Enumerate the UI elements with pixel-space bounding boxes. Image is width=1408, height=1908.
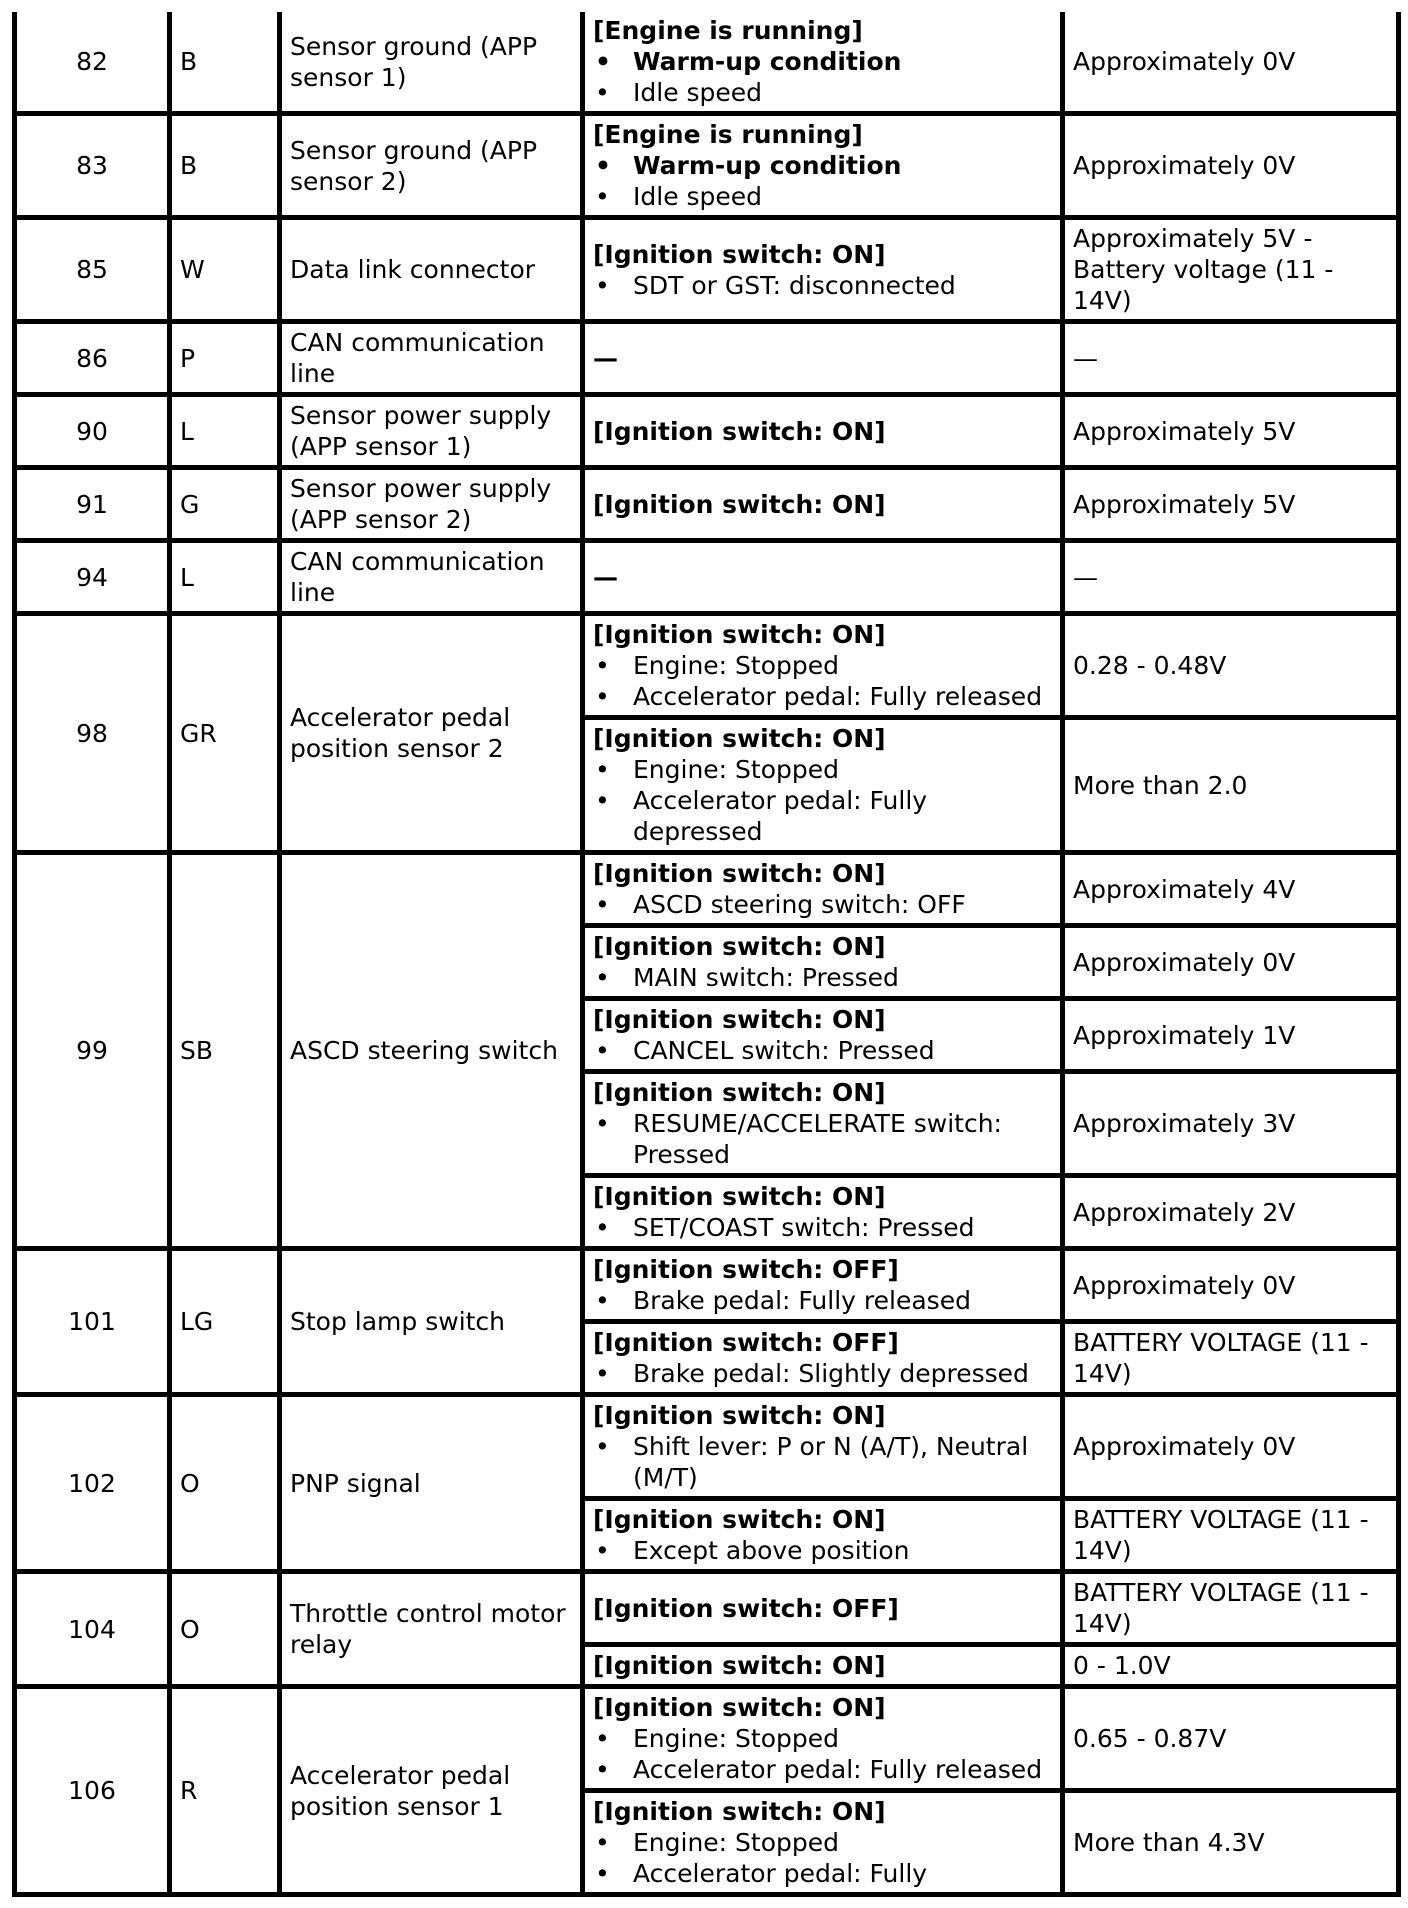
terminal-number-cell: 102 — [15, 1395, 170, 1572]
table-row — [15, 853, 1399, 926]
condition-bullet-list — [593, 1212, 1052, 1243]
specified-value-cell: 0.65 - 0.87V — [1063, 1687, 1399, 1791]
wire-color-cell: W — [170, 218, 280, 322]
condition-cell — [583, 999, 1063, 1072]
item-description-cell: Throttle control motor relay — [280, 1572, 583, 1687]
specified-value-cell: Approximately 5V — [1063, 395, 1399, 468]
specified-value-cell: BATTERY VOLTAGE (11 - 14V) — [1063, 1322, 1399, 1395]
condition-cell — [583, 1791, 1063, 1895]
item-description-cell: Sensor power supply (APP sensor 1) — [280, 395, 583, 468]
condition-cell — [583, 322, 1063, 395]
table-row — [15, 322, 1399, 395]
condition-bullet: • ASCD steering switch: OFF — [593, 889, 1052, 920]
condition-bullet: • Except above position — [593, 1535, 1052, 1566]
condition-heading: [Ignition switch: ON] — [593, 859, 886, 888]
condition-bullet: • Brake pedal: Slightly depressed — [593, 1358, 1052, 1389]
table-row — [15, 1395, 1399, 1499]
condition-cell — [583, 1322, 1063, 1395]
condition-heading: [Ignition switch: ON] — [593, 1182, 886, 1211]
condition-cell — [583, 1572, 1063, 1645]
condition-bullet: • Engine: Stopped — [593, 650, 1052, 681]
specified-value-cell: Approximately 3V — [1063, 1072, 1399, 1176]
condition-heading: [Ignition switch: OFF] — [593, 1593, 899, 1623]
item-description-cell: Sensor ground (APP sensor 2) — [280, 114, 583, 218]
condition-heading: [Ignition switch: OFF] — [593, 1328, 899, 1357]
condition-bullet-list — [593, 1035, 1052, 1066]
terminal-number-cell: 101 — [15, 1249, 170, 1395]
table-row — [15, 395, 1399, 468]
condition-heading: [Ignition switch: ON] — [593, 1797, 886, 1826]
wire-color-cell: O — [170, 1572, 280, 1687]
specified-value-cell: Approximately 0V — [1063, 114, 1399, 218]
condition-cell — [583, 1499, 1063, 1572]
table-row — [15, 12, 1399, 114]
condition-bullet: • Engine: Stopped — [593, 1723, 1052, 1754]
condition-heading: [Ignition switch: ON] — [593, 1693, 886, 1722]
condition-cell — [583, 1395, 1063, 1499]
condition-bullet: • Warm-up condition — [593, 150, 1052, 181]
condition-heading: [Ignition switch: ON] — [593, 489, 886, 519]
specified-value-cell: 0.28 - 0.48V — [1063, 614, 1399, 718]
condition-bullet: • Warm-up condition — [593, 46, 1052, 77]
terminal-number-cell: 85 — [15, 218, 170, 322]
condition-bullet-list — [593, 46, 1052, 108]
condition-heading: — — [593, 562, 618, 592]
specified-value-cell: More than 4.3V — [1063, 1791, 1399, 1895]
wire-color-cell: R — [170, 1687, 280, 1895]
condition-cell — [583, 1645, 1063, 1687]
condition-cell — [583, 718, 1063, 853]
item-description-cell: PNP signal — [280, 1395, 583, 1572]
terminal-number-cell: 82 — [15, 12, 170, 114]
condition-bullet: • Accelerator pedal: Fully released — [593, 1754, 1052, 1785]
specified-value-cell: Approximately 5V - Battery voltage (11 - 14V) — [1063, 218, 1399, 322]
condition-cell — [583, 926, 1063, 999]
condition-cell — [583, 1687, 1063, 1791]
table-row — [15, 1687, 1399, 1791]
condition-heading: [Ignition switch: ON] — [593, 620, 886, 649]
condition-cell — [583, 468, 1063, 541]
condition-cell — [583, 614, 1063, 718]
condition-bullet: • SET/COAST switch: Pressed — [593, 1212, 1052, 1243]
item-description-cell: CAN communication line — [280, 541, 583, 614]
condition-bullet: • Engine: Stopped — [593, 754, 1052, 785]
terminal-number-cell: 98 — [15, 614, 170, 853]
specified-value-cell: BATTERY VOLTAGE (11 - 14V) — [1063, 1572, 1399, 1645]
specified-value-cell: Approximately 0V — [1063, 12, 1399, 114]
specified-value-cell: Approximately 0V — [1063, 1395, 1399, 1499]
terminal-number-cell: 94 — [15, 541, 170, 614]
condition-bullet-list — [593, 1358, 1052, 1389]
wire-color-cell: P — [170, 322, 280, 395]
table-row — [15, 218, 1399, 322]
table-row — [15, 468, 1399, 541]
condition-bullet: • MAIN switch: Pressed — [593, 962, 1052, 993]
terminal-number-cell: 106 — [15, 1687, 170, 1895]
condition-cell — [583, 1072, 1063, 1176]
item-description-cell: ASCD steering switch — [280, 853, 583, 1249]
condition-heading: [Engine is running] — [593, 16, 863, 45]
condition-bullet-list — [593, 889, 1052, 920]
condition-bullet-list — [593, 150, 1052, 212]
condition-bullet: • SDT or GST: disconnected — [593, 270, 1052, 301]
item-description-cell: Accelerator pedal position sensor 2 — [280, 614, 583, 853]
terminal-number-cell: 83 — [15, 114, 170, 218]
condition-heading: — — [593, 343, 618, 373]
condition-bullet: • RESUME/ACCELERATE switch: Pressed — [593, 1108, 1052, 1170]
wire-color-cell: B — [170, 12, 280, 114]
condition-heading: [Ignition switch: ON] — [593, 932, 886, 961]
condition-bullet: • Accelerator pedal: Fully released — [593, 681, 1052, 712]
terminal-spec-body — [15, 12, 1399, 1895]
condition-bullet-list — [593, 650, 1052, 712]
specified-value-cell: Approximately 0V — [1063, 926, 1399, 999]
condition-heading: [Ignition switch: ON] — [593, 724, 886, 753]
condition-bullet-list — [593, 270, 1052, 301]
wire-color-cell: G — [170, 468, 280, 541]
condition-bullet: • Idle speed — [593, 181, 1052, 212]
specified-value-cell: Approximately 2V — [1063, 1176, 1399, 1249]
wire-color-cell: O — [170, 1395, 280, 1572]
wire-color-cell: B — [170, 114, 280, 218]
condition-bullet-list — [593, 1108, 1052, 1170]
condition-bullet-list — [593, 1285, 1052, 1316]
condition-heading: [Ignition switch: OFF] — [593, 1255, 899, 1284]
terminal-number-cell: 90 — [15, 395, 170, 468]
condition-bullet: • Accelerator pedal: Fully depressed — [593, 785, 1052, 847]
condition-cell — [583, 114, 1063, 218]
wire-color-cell: LG — [170, 1249, 280, 1395]
condition-bullet-list — [593, 754, 1052, 847]
table-row — [15, 1249, 1399, 1322]
terminal-spec-table — [12, 12, 1401, 1897]
condition-heading: [Ignition switch: ON] — [593, 416, 886, 446]
condition-bullet-list — [593, 1827, 1052, 1889]
condition-bullet: • Idle speed — [593, 77, 1052, 108]
specified-value-cell: Approximately 0V — [1063, 1249, 1399, 1322]
specified-value-cell: BATTERY VOLTAGE (11 - 14V) — [1063, 1499, 1399, 1572]
condition-heading: [Ignition switch: ON] — [593, 1651, 886, 1680]
condition-cell — [583, 541, 1063, 614]
condition-bullet-list — [593, 962, 1052, 993]
condition-bullet-list — [593, 1535, 1052, 1566]
condition-heading: [Ignition switch: ON] — [593, 1078, 886, 1107]
specified-value-cell: More than 2.0 — [1063, 718, 1399, 853]
item-description-cell: Data link connector — [280, 218, 583, 322]
table-row — [15, 114, 1399, 218]
condition-bullet: • Engine: Stopped — [593, 1827, 1052, 1858]
table-row — [15, 614, 1399, 718]
table-row — [15, 541, 1399, 614]
terminal-number-cell: 91 — [15, 468, 170, 541]
table-row — [15, 1572, 1399, 1645]
wire-color-cell: SB — [170, 853, 280, 1249]
condition-heading: [Ignition switch: ON] — [593, 1505, 886, 1534]
condition-bullet: • Accelerator pedal: Fully — [593, 1858, 1052, 1889]
condition-heading: [Ignition switch: ON] — [593, 1005, 886, 1034]
condition-heading: [Ignition switch: ON] — [593, 239, 886, 269]
condition-cell — [583, 395, 1063, 468]
condition-cell — [583, 1249, 1063, 1322]
condition-cell — [583, 12, 1063, 114]
item-description-cell: Sensor ground (APP sensor 1) — [280, 12, 583, 114]
condition-bullet-list — [593, 1723, 1052, 1785]
wire-color-cell: GR — [170, 614, 280, 853]
condition-cell — [583, 853, 1063, 926]
terminal-number-cell: 99 — [15, 853, 170, 1249]
specified-value-cell: — — [1063, 322, 1399, 395]
wire-color-cell: L — [170, 541, 280, 614]
condition-bullet: • Shift lever: P or N (A/T), Neutral (M/T) — [593, 1431, 1052, 1493]
specified-value-cell: Approximately 4V — [1063, 853, 1399, 926]
condition-heading: [Ignition switch: ON] — [593, 1401, 886, 1430]
item-description-cell: Sensor power supply (APP sensor 2) — [280, 468, 583, 541]
specified-value-cell: — — [1063, 541, 1399, 614]
condition-bullet: • Brake pedal: Fully released — [593, 1285, 1052, 1316]
item-description-cell: CAN communication line — [280, 322, 583, 395]
condition-cell — [583, 218, 1063, 322]
condition-heading: [Engine is running] — [593, 120, 863, 149]
condition-bullet-list — [593, 1431, 1052, 1493]
item-description-cell: Accelerator pedal position sensor 1 — [280, 1687, 583, 1895]
specified-value-cell: Approximately 5V — [1063, 468, 1399, 541]
specified-value-cell: 0 - 1.0V — [1063, 1645, 1399, 1687]
terminal-number-cell: 86 — [15, 322, 170, 395]
specified-value-cell: Approximately 1V — [1063, 999, 1399, 1072]
terminal-number-cell: 104 — [15, 1572, 170, 1687]
wire-color-cell: L — [170, 395, 280, 468]
condition-cell — [583, 1176, 1063, 1249]
item-description-cell: Stop lamp switch — [280, 1249, 583, 1395]
condition-bullet: • CANCEL switch: Pressed — [593, 1035, 1052, 1066]
